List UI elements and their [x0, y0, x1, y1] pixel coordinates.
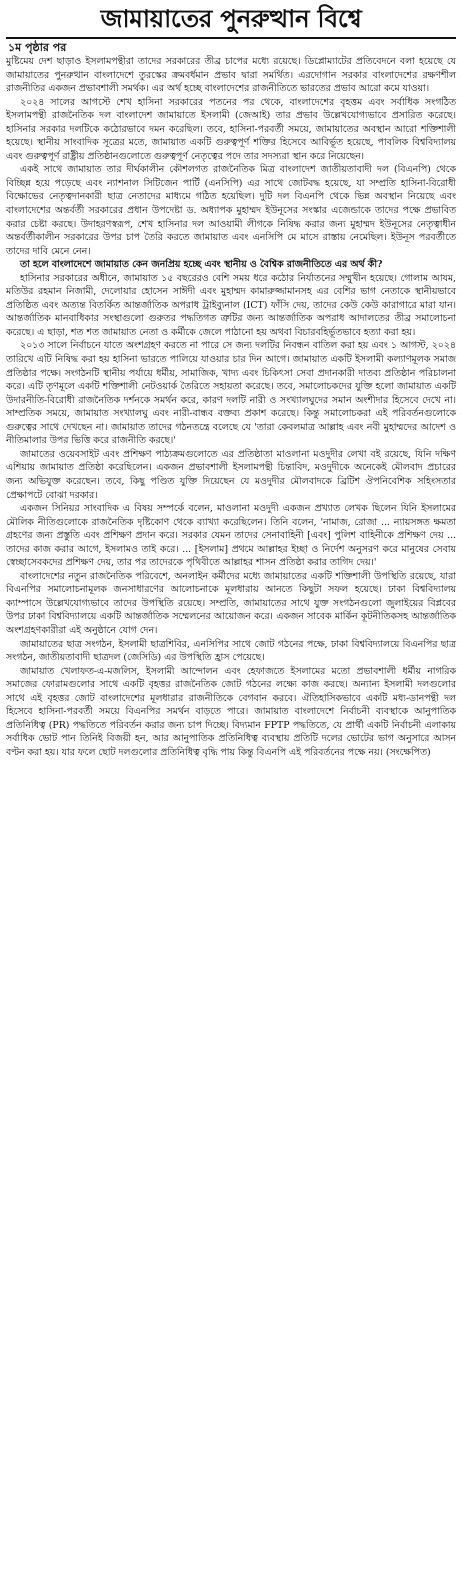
article-question: তা হলে বাংলাদেশে জামায়াত কেন জনপ্রিয় হচ্ছে এবং স্থানীয় ও বৈশ্বিক রাজনীতিতে এর অর্থ কী?: [20, 259, 383, 271]
article-paragraph: ২০২৪ সালের আগস্টে শেখ হাসিনা সরকারের পতনের পর থেকে, বাংলাদেশের বৃহত্তম এবং সর্বাধিক সংগঠিত ইসলামপন্থী রাজনৈতিক দল বাংলাদেশ জামায়াতে ইসলামী (জেআই) তার প্রভাব উল্লেখযোগ্যভাবে প্রসারিত করেছে। হাসিনার সরকার দলটিকে কঠোরভাবে দমন করেছিল। তবে, হাসিনা-পরবর্তী সময়ে, জামায়াতের অবস্থান আরো শক্তিশালী হয়েছে। স্থানীয় সাংবাদিক সূত্রের মতে, জামায়াত একটি গুরুত্বপূর্ণ শক্তির হিসেবে আবির্ভূত হয়েছে, পাবলিক বিশ্ববিদ্যালয় এবং গুরুত্বপূর্ণ রাষ্ট্রীয় প্রতিষ্ঠানগুলোতে গুরুত্বপূর্ণ নেতৃত্বের পদে তার সদস্যরা স্থান করে নিয়েছেন।: [6, 96, 456, 162]
article-body: [6, 55, 456, 759]
article-paragraph: জামায়াতের ছাত্র সংগঠন, ইসলামী ছাত্রশিবির, এনসিপির সাথে জোট গঠনের পক্ষে, ঢাকা বিশ্ববিদ্যালয়ে বিএনপির ছাত্র সংগঠন, জাতীয়তাবাদী ছাত্রদল (জেসিডি) এর উপস্থিতি হ্রাস পেয়েছে।: [6, 638, 456, 664]
article-paragraph: জামাতের ওয়েবসাইট এবং প্রশিক্ষণ পাঠ্যক্রমগুলোতে এর প্রতিষ্ঠাতা মাওলানা মওদুদীর লেখা বই রয়েছে, যিনি দক্ষিণ এশিয়ায় জামায়াত প্রতিষ্ঠা করেছিলেন। একজন প্রভাবশালী ইসলামপন্থী চিন্তাবিদ, মওদুদীকে অনেকেই মৌলবাদ প্রচারের জন্য অভিযুক্ত করেছেন। তবে, কিছু পণ্ডিত যুক্তি দিয়েছেন যে মওদুদীর মৌলবাদকে ব্রিটিশ ঔপনিবেশিক সহিংসতার প্রেক্ষাপটে বোঝা দরকার।: [6, 448, 456, 501]
article-paragraph: বাংলাদেশের নতুন রাজনৈতিক পরিবেশে, অনলাইন কর্মীদের মধ্যে জামায়াতের একটি শক্তিশালী উপস্থিতি রয়েছে, যারা বিএনপির সমালোচনামূলক জনসাধারণের আলোচনাকে মূলধারায় আনতে কিছুটা সফল হয়েছে। ঢাকা বিশ্ববিদ্যালয় ক্যাম্পাসে উল্লেখযোগ্যভাবে তাদের উপস্থিতি রয়েছে। সম্প্রতি, জামায়াতের সাথে যুক্ত সংগঠনগুলো জুলাইয়ের বিপ্লবের উপর ঢাকা বিশ্ববিদ্যালয়ে একটি আন্তর্জাতিক সম্মেলনের আয়োজন করে। একজন সাবেক মার্কিন কূটনীতিকসহ আন্তর্জাতিক অংশগ্রহণকারীরা এই অনুষ্ঠানে যোগ দেন।: [6, 570, 456, 636]
article-paragraph: একজন সিনিয়র সাংবাদিক এ বিষয় সম্পর্কে বলেন, মাওলানা মওদুদী একজন প্রখ্যাত লেখক ছিলেন যিনি ইসলামের মৌলিক নীতিগুলোকে রাজনৈতিক দৃষ্টিকোণ থেকে ব্যাখ্যা করেছিলেন। তিনি বলেন, 'নামাজ, রোজা ... ন্যায়সঙ্গত ক্ষমতা গ্রহণের জন্য প্রস্তুতি এবং প্রশিক্ষণ প্রদান করে। সরকার যেমন তাদের সেনাবাহিনী [এবং] পুলিশ বাহিনীকে প্রশিক্ষণ দেয় ... তাদের কাজ করার আগে, ইসলামও তাই করে। ... [ইসলাম] প্রথমে আল্লাহর ইচ্ছা ও নির্দেশ অনুসরণ করে মানুষের সেবায় স্বেচ্ছাসেবকদের প্রশিক্ষণ দেয়, তার পর তাদেরকে পৃথিবীতে আল্লাহর শাসন প্রতিষ্ঠা করার তাগিদ দেয়।': [6, 503, 456, 569]
continued-from-label: ১ম পৃষ্ঠার পর: [8, 41, 67, 54]
article-paragraph: মুষ্টিমেয় দেশ ছাড়াও ইসলামপন্থীরা তাদের সরকারের তীব্র চাপের মধ্যে রয়েছে। ডিপ্লোম্যাটের প্রতিবেদনে বলা হয়েছে যে জামায়াতের পুনরুত্থান বাংলাদেশে তুরস্কের ক্রমবর্ধমান প্রভাব দ্বারা সমর্থিত। এরদোগান সরকার বাংলাদেশের রক্ষণশীল রাজনীতির একজন প্রভাবশালী সমর্থক। এর অর্থ হচ্ছে বাংলাদেশের রাজনীতিতে ভারতের প্রভাব আরো কমে যাওয়া।: [6, 56, 456, 95]
headline-divider: [6, 37, 456, 39]
headline: জামায়াতের পুনরুত্থান বিশ্বে: [100, 4, 362, 33]
article-paragraph: ২০১৩ সালে নির্বাচনে যাতে অংশগ্রহণ করতে না পারে সে জন্য দলটির নিবন্ধন বাতিল করা হয় এবং ১ আগস্ট, ২০২৪ তারিখে এটি নিষিদ্ধ করা হয় হাসিনা ভারতে পালিয়ে যাওয়ার চার দিন আগে। জামায়াত একটি ইসলামী কল্যাণমূলক সমাজ প্রতিষ্ঠার পক্ষে। সংগঠনটি স্থানীয় পর্যায়ে ধর্মীয়, সামাজিক, খাদ্য এবং চিকিৎসা সেবা প্রদানকারী দাতব্য প্রতিষ্ঠান পরিচালনা করে। এটি তৃণমূলে একটি শক্তিশালী নেটওয়ার্ক তৈরিতে সহায়তা করেছে। তবে, সমালোচকদের যুক্তি হলো জামায়াত একটি উদারনীতি-বিরোধী রাজনৈতিক দর্শনকে সমর্থন করে, কারণ দলটি নারী ও সংখ্যালঘুদের সমান অংশীদার হিসেবে দেখে না। সাম্প্রতিক সময়ে, জামায়াত সংখ্যালঘু এবং নারী-বান্ধব বক্তব্য প্রকাশ করেছে। কিন্তু সমালোচকরা এই পরিবর্তনগুলোকে গুরুত্বের সাথে দেখছেন না। জামায়াত তাদের গঠনতন্ত্রে বলেছে যে 'তারা কেবলমাত্র আল্লাহ এবং নবী মুহাম্মদের আদেশ ও নীতিমালার উপর ভিত্তি করে রাজনীতি করছে।': [6, 340, 456, 447]
article-paragraph: একই সাথে জামায়াত তার দীর্ঘকালীন কৌশলগত রাজনৈতিক মিত্র বাংলাদেশ জাতীয়তাবাদী দল (বিএনপি) থেকে বিচ্ছিন্ন হয়ে পড়েছে এবং ন্যাশনাল সিটিজেন পার্টি (এনসিপি) এর সাথে জোটবদ্ধ হয়েছে, যা সম্প্রতি হাসিনা-বিরোধী বিক্ষোভের নেতৃত্বদানকারী ছাত্র নেতাদের মাধ্যমে গঠিত হয়েছিল। দুটি দল বিএনপি থেকে ভিন্ন অবস্থান নিয়েছে এবং বাংলাদেশের অন্তর্বর্তী সরকারের প্রধান উপদেষ্টা ড. অধ্যাপক মুহাম্মদ ইউনূসের সংস্কার এজেন্ডাকে তাদের পক্ষে প্রভাবিত করার চেষ্টা করছে। উদাহরণস্বরূপ, শেখ হাসিনার দল আওয়ামী লীগকে নিষিদ্ধ করার জন্য মুহাম্মদ ইউনূসের নেতৃত্বাধীন অন্তর্বর্তীকালীন সরকারের উপর চাপ তৈরি করতে জামায়াত এবং এনসিপি মে মাসে রাস্তায় নেমেছিল। ইউনূস পরবর্তীতে তাদের দাবি মেনে নেন।: [6, 164, 456, 257]
article-paragraph: জামায়াত খেলাফত-এ-মজলিস, ইসলামী আন্দোলন এবং হেফাজতে ইসলামের মতো প্রভাবশালী ধর্মীয় নাগরিক সমাজের ফোরামগুলোর সাথে একটি বৃহত্তর রাজনৈতিক জোট গঠনের লক্ষ্যে কাজ করছে। অন্যান্য ইসলামী দলগুলোর সাথে এই বৃহত্তর জোট বাংলাদেশের মূলধারার রাজনীতিকে বেগবান করবে। ঐতিহাসিকভাবে একটি মধ্য-ডানপন্থী দল হিসেবে হাসিনা-পরবর্তী সময়ে বিএনপির সমর্থন বাড়তে পারে। জামায়াত বাংলাদেশে নির্বাচনী ব্যবস্থাকে আনুপাতিক প্রতিনিধিত্ব (PR) পদ্ধতিতে পরিবর্তন করার জন্য চাপ দিচ্ছে। বিদ্যমান FPTP পদ্ধতিতে, যে প্রার্থী একটি নির্বাচনী এলাকায় সর্বাধিক ভোট পান তিনিই বিজয়ী হন, আর আনুপাতিক প্রতিনিধিত্ব ব্যবস্থায় প্রতিটি দলের ভোটের ভাগ অনুসারে আসন বণ্টন করা হয়। যার ফলে ছোট দলগুলোর প্রতিনিধিত্ব বৃদ্ধি পায় কিন্তু বিএনপি এই পরিবর্তনের পক্ষে নয়। (সংক্ষেপিত): [6, 665, 456, 758]
article-paragraph: হাসিনার সরকারের অধীনে, জামায়াত ১৫ বছরেরও বেশি সময় ধরে কঠোর নির্যাতনের সম্মুখীন হয়েছে। গোলাম আযম, মতিউর রহমান নিজামী, দেলোয়ার হোসেন সাঈদী এবং মুহাম্মদ কামারুজ্জামানসহ এর বেশির ভাগ নেতাকে স্থানীয়ভাবে প্রতিষ্ঠিত এবং অত্যন্ত বিতর্কিত আন্তর্জাতিক অপরাধ ট্রাইব্যুনাল (ICT) ফাঁসি দেয়, তাদের কেউ কেউ কারাগারে মারা যান। আন্তর্জাতিক মানবাধিকার সংস্থাগুলো গুরুতর পদ্ধতিগত ত্রুটির জন্য আন্তর্জাতিক অপরাধ আদালতের তীব্র সমালোচনা করেছে। এ ছাড়া, শত শত জামায়াত নেতা ও কর্মীকে জেলে পাঠানো হয় অথবা বিচারবহির্ভূতভাবে হত্যা করা হয়।: [6, 272, 456, 338]
